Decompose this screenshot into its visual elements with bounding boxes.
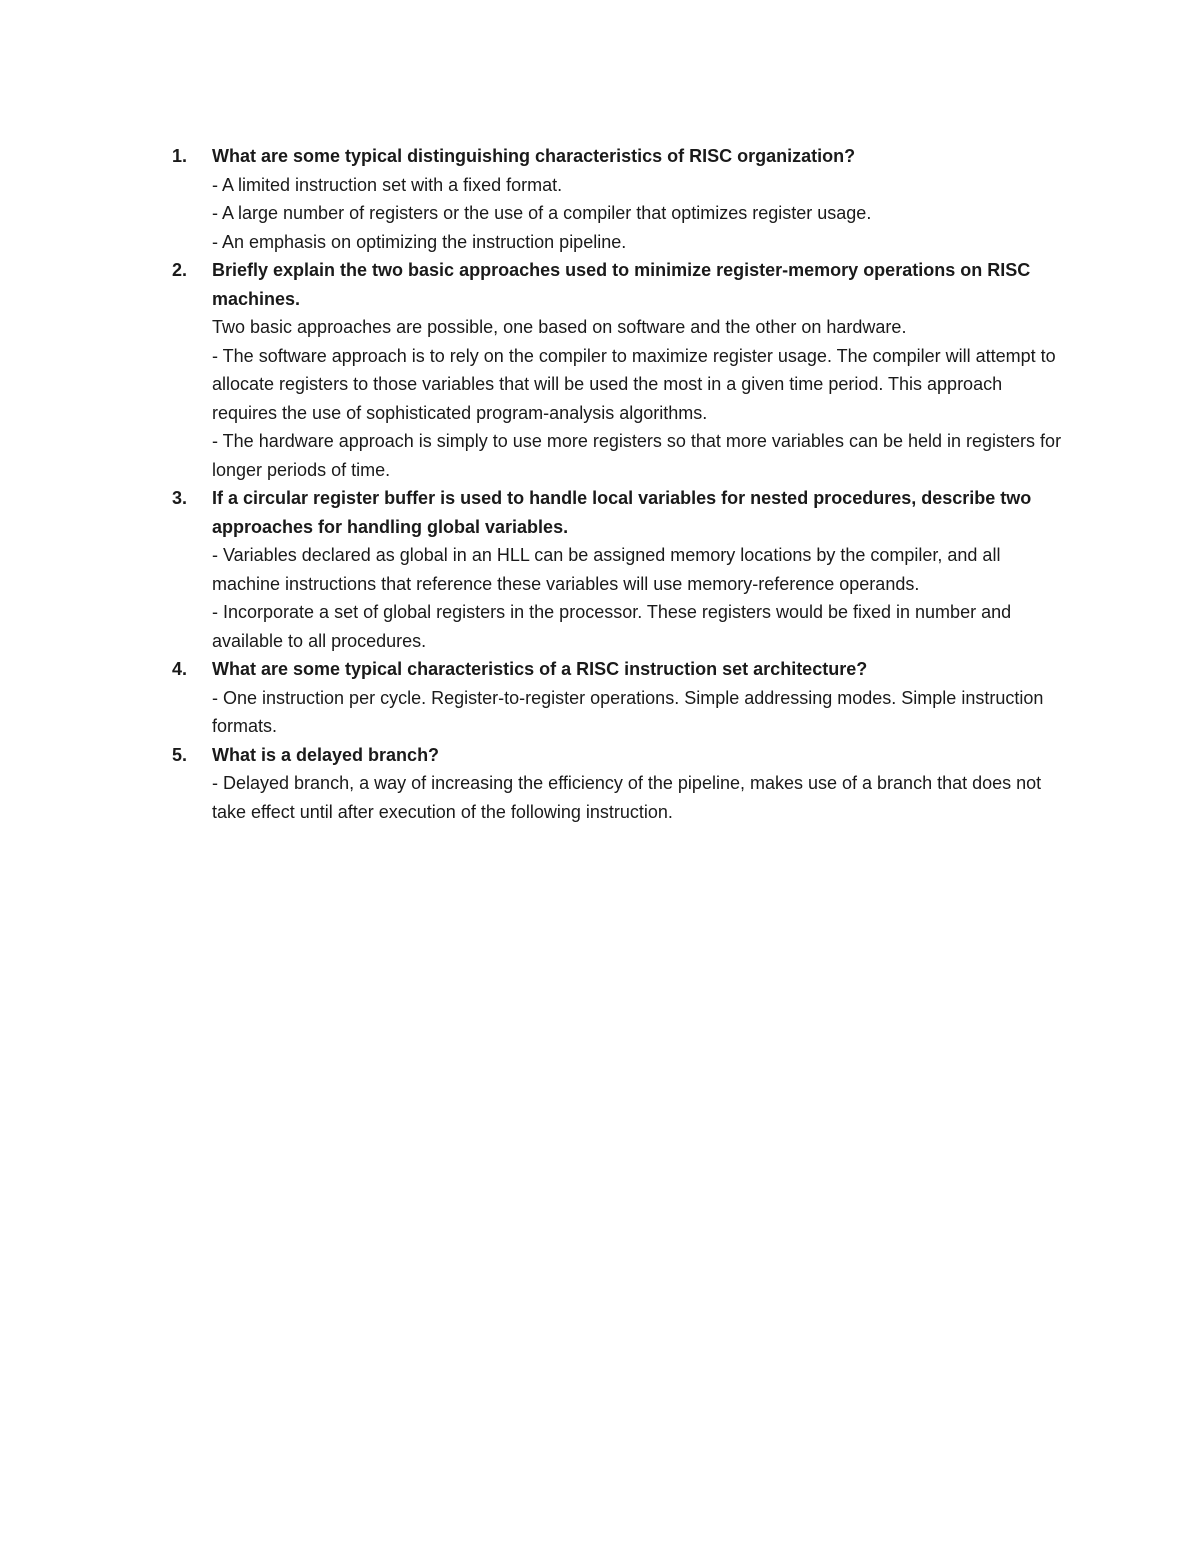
answer-line: - The hardware approach is simply to use more registers so that more variables can be held in registers for longer periods of time.	[212, 431, 1062, 480]
question-number: 2.	[172, 260, 188, 280]
answer-line: - A limited instruction set with a fixed format.	[212, 174, 563, 195]
answer-line: - Variables declared as global in an HLL can be assigned memory locations by the compiler, and all machine instructions that reference these variables will use memory-reference operands.	[212, 545, 1001, 594]
question-list	[172, 142, 1072, 826]
question-text: If a circular register buffer is used to handle local variables for nested procedures, describe two approaches for handling global variables.	[212, 488, 1032, 537]
answer-line: - A large number of registers or the use of a compiler that optimizes register usage.	[212, 203, 872, 223]
question-text: Briefly explain the two basic approaches used to minimize register-memory operations on RISC machines.	[212, 260, 1031, 309]
answer-line: - An emphasis on optimizing the instruction pipeline.	[212, 231, 627, 252]
question-item-1	[172, 142, 1072, 256]
answer-line: - One instruction per cycle. Register-to-register operations. Simple addressing modes. Simple instruction formats.	[212, 687, 1044, 736]
answer-line: - The software approach is to rely on the compiler to maximize register usage. The compiler will attempt to allocate registers to those variables that will be used the most in a given time period. This approach requires the use of sophisticated program-analysis algorithms.	[212, 345, 1056, 423]
question-text: What are some typical characteristics of a RISC instruction set architecture?	[212, 659, 868, 679]
question-item-2	[172, 256, 1072, 484]
answer-line: Two basic approaches are possible, one based on software and the other on hardware.	[212, 317, 907, 337]
question-number: 5.	[172, 744, 188, 765]
question-number: 1.	[172, 146, 188, 166]
question-item-4	[172, 655, 1072, 741]
question-text: What are some typical distinguishing characteristics of RISC organization?	[212, 146, 856, 166]
question-number: 3.	[172, 488, 188, 508]
answer-line: - Delayed branch, a way of increasing the efficiency of the pipeline, makes use of a branch that does not take effect until after execution of the following instruction.	[212, 773, 1042, 822]
question-number: 4.	[172, 659, 188, 679]
question-item-3	[172, 484, 1072, 655]
question-item-5	[172, 741, 1072, 827]
answer-line: - Incorporate a set of global registers in the processor. These registers would be fixed in number and available to all procedures.	[212, 602, 1012, 651]
question-text: What is a delayed branch?	[212, 744, 440, 765]
